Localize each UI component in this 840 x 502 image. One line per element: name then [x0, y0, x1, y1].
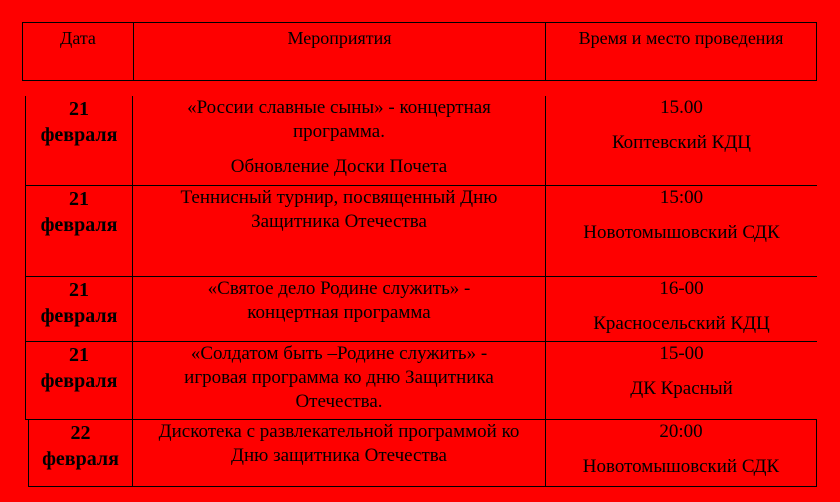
header-time-place: Время и место проведения [545, 22, 817, 81]
row-2-event-text: Теннисный турнир, посвященный Дню Защитника Отечества [180, 187, 498, 232]
header-date: Дата [22, 22, 134, 81]
row-1-place [545, 96, 817, 186]
row-5-event-text: Дискотека с развлекательной программой ко Дню защитника Отечества [158, 421, 520, 466]
row-2-event [132, 185, 546, 277]
row-1-time: 15.00 [660, 97, 703, 118]
row-3-time: 16-00 [659, 278, 704, 299]
row-3-date-day: 21 [69, 279, 89, 301]
row-4-venue: ДК Красный [630, 378, 733, 399]
row-5-time: 20:00 [659, 421, 703, 442]
row-5-date-month: февраля [42, 448, 119, 470]
row-2-place [545, 185, 817, 277]
row-2-time: 15:00 [659, 187, 704, 208]
row-3-event-text: «Святое дело Родине служить» - концертная программа [207, 278, 471, 323]
row-5-venue: Новотомышовский СДК [582, 456, 780, 477]
row-1-date-day: 21 [69, 98, 89, 120]
row-4-event [132, 341, 546, 420]
row-3-date-month: февраля [40, 305, 118, 327]
row-1-event-text: «России славные сыны» - концертная программа. [187, 97, 491, 142]
row-4-place [545, 341, 817, 420]
row-2-date-day: 21 [69, 188, 89, 210]
row-2-venue: Новотомышовский СДК [583, 222, 780, 243]
row-3-date [25, 276, 133, 342]
row-4-date [25, 341, 133, 420]
row-4-time: 15-00 [659, 343, 704, 364]
row-2-date-month: февраля [40, 214, 118, 236]
row-1-event [132, 96, 546, 186]
row-3-event [132, 276, 546, 342]
row-1-date-month: февраля [40, 124, 118, 146]
row-1-date [25, 96, 133, 186]
row-5-date [28, 419, 133, 487]
row-4-date-day: 21 [69, 344, 89, 366]
row-1-venue: Коптевский КДЦ [611, 132, 752, 153]
row-4-event-text: «Солдатом быть –Родине служить» - игровая программа ко дню Защитника Отечества. [184, 343, 494, 412]
row-1-event-extra: Обновление Доски Почета [230, 156, 448, 177]
header-events: Мероприятия [133, 22, 546, 81]
row-5-date-day: 22 [70, 422, 91, 444]
row-5-place [545, 419, 817, 487]
row-3-venue: Красносельский КДЦ [593, 313, 770, 334]
row-5-event [132, 419, 546, 487]
row-4-date-month: февраля [40, 370, 118, 392]
row-2-date [25, 185, 133, 277]
row-3-place [545, 276, 817, 342]
